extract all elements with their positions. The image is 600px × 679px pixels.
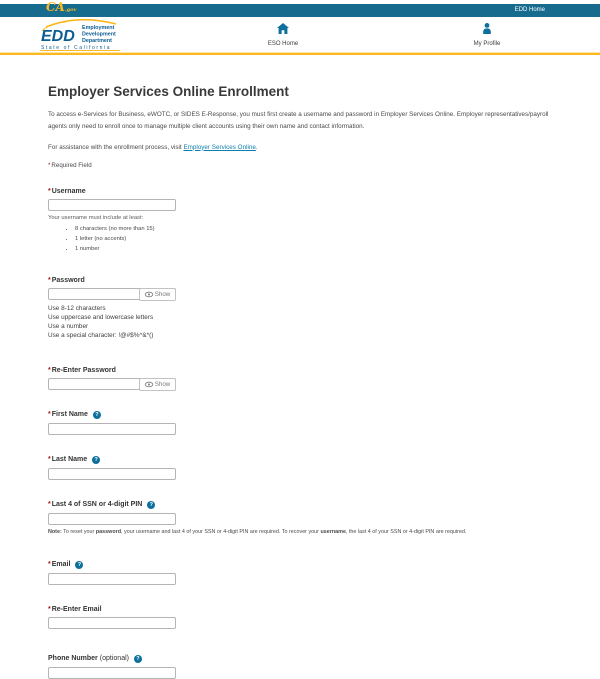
ssn-pin-field-group (48, 501, 560, 535)
first-name-help-icon[interactable]: ? (93, 411, 101, 419)
first-name-input[interactable] (48, 423, 176, 435)
email-field-group (48, 561, 560, 585)
assistance-prefix: For assistance with the enrollment process, visit (48, 143, 184, 151)
password-rule: Use 8-12 characters (48, 304, 106, 312)
username-hint: Your username must include at least: (48, 214, 144, 221)
show-button-label: Show (154, 290, 171, 298)
username-rule: • 8 characters (no more than 15) (75, 226, 560, 232)
edd-tagline: State of California (41, 45, 112, 51)
required-asterisk: * (48, 411, 51, 419)
edd-word-1: Employment (82, 25, 115, 31)
nav-my-profile[interactable] (452, 21, 522, 47)
eye-icon (145, 292, 153, 297)
reenter-password-label: * Re-Enter Password (48, 366, 116, 374)
last-name-label: * Last Name ? (48, 456, 560, 464)
phone-help-icon[interactable]: ? (134, 655, 142, 663)
required-asterisk: * (48, 187, 51, 195)
employer-services-online-link[interactable]: Employer Services Online (183, 143, 256, 151)
ssn-pin-help-icon[interactable]: ? (147, 501, 155, 509)
assistance-suffix: . (255, 143, 258, 151)
required-asterisk: * (48, 456, 51, 464)
username-rule: • 1 letter (no accents) (75, 236, 560, 242)
ca-gov-logo-text: CA (46, 0, 65, 14)
edd-word-3: Department (82, 38, 112, 44)
required-asterisk: * (48, 501, 51, 509)
phone-optional-label: (optional) (99, 655, 129, 663)
email-input[interactable] (48, 573, 176, 585)
ssn-pin-note: Note: To reset your password, your username and last 4 of your SSN or 4-digit PIN are required. To recover your username, the last 4 of your SSN or 4-digit PIN are required. (48, 528, 467, 535)
reenter-password-input-wrap (48, 378, 176, 390)
required-asterisk: * (48, 561, 51, 569)
last-name-input[interactable] (48, 468, 176, 480)
password-label: * Password (48, 276, 85, 284)
phone-input[interactable] (48, 667, 176, 679)
ssn-pin-input[interactable] (48, 513, 176, 525)
first-name-label: * First Name ? (48, 411, 560, 419)
reenter-email-label: * Re-Enter Email (48, 605, 102, 613)
edd-home-link[interactable]: EDD Home (514, 7, 545, 13)
required-asterisk: * (48, 366, 51, 374)
password-rule: Use a number (48, 323, 89, 331)
reenter-password-show-button[interactable] (139, 378, 176, 391)
username-rule: • 1 number (75, 246, 560, 252)
required-asterisk: * (48, 605, 51, 613)
intro-text: To access e-Services for Business, eWOTC, or SIDES E-Response, you must first create a username and password in Employer Services Online. Employer representatives/payroll agents only need to enroll once to manage multiple client accounts using their own name and contact information. (48, 111, 549, 131)
nav-eso-home[interactable] (248, 21, 318, 47)
username-rules-list (75, 226, 560, 252)
email-help-icon[interactable]: ? (75, 561, 83, 569)
username-input[interactable] (48, 199, 176, 211)
required-field-note (48, 162, 560, 169)
edd-word-2: Development (82, 31, 116, 38)
username-label: * Username (48, 187, 86, 195)
username-field-group (48, 188, 560, 252)
show-button-label: Show (154, 380, 171, 388)
ca-gov-logo[interactable] (46, 1, 76, 13)
eye-icon (145, 382, 153, 387)
required-field-label: Required Field (51, 161, 92, 169)
ca-gov-topbar (0, 0, 600, 17)
reenter-email-input[interactable] (48, 617, 176, 629)
password-rule: Use uppercase and lowercase letters (48, 313, 154, 321)
nav-my-profile-label: My Profile (473, 41, 501, 47)
phone-field-group (48, 655, 560, 679)
ca-gov-logo-suffix: .gov (64, 7, 77, 13)
reenter-password-field-group (48, 367, 560, 390)
edd-logo-graphic (40, 19, 124, 51)
first-name-field-group (48, 411, 560, 435)
profile-icon (482, 23, 492, 34)
password-rule: Use a special character: !@#$%^&*() (48, 332, 154, 340)
ssn-pin-label: * Last 4 of SSN or 4-digit PIN ? (48, 501, 560, 509)
password-field-group (48, 277, 560, 341)
edd-acronym: EDD (41, 28, 75, 45)
required-asterisk: * (48, 276, 51, 284)
main-content (0, 84, 600, 679)
password-show-button[interactable] (139, 288, 176, 301)
password-rules (48, 304, 560, 341)
password-input-wrap (48, 288, 176, 300)
page-title: Employer Services Online Enrollment (48, 84, 289, 99)
edd-logo[interactable] (40, 19, 124, 56)
assistance-text (48, 144, 560, 151)
phone-label: Phone Number (optional) ? (48, 655, 560, 663)
home-icon (277, 23, 289, 34)
required-asterisk: * (48, 161, 51, 169)
reenter-email-field-group (48, 606, 560, 629)
last-name-help-icon[interactable]: ? (92, 456, 100, 464)
email-label: * Email ? (48, 561, 560, 569)
site-header (0, 17, 600, 52)
last-name-field-group (48, 456, 560, 480)
nav-eso-home-label: ESO Home (267, 41, 299, 47)
